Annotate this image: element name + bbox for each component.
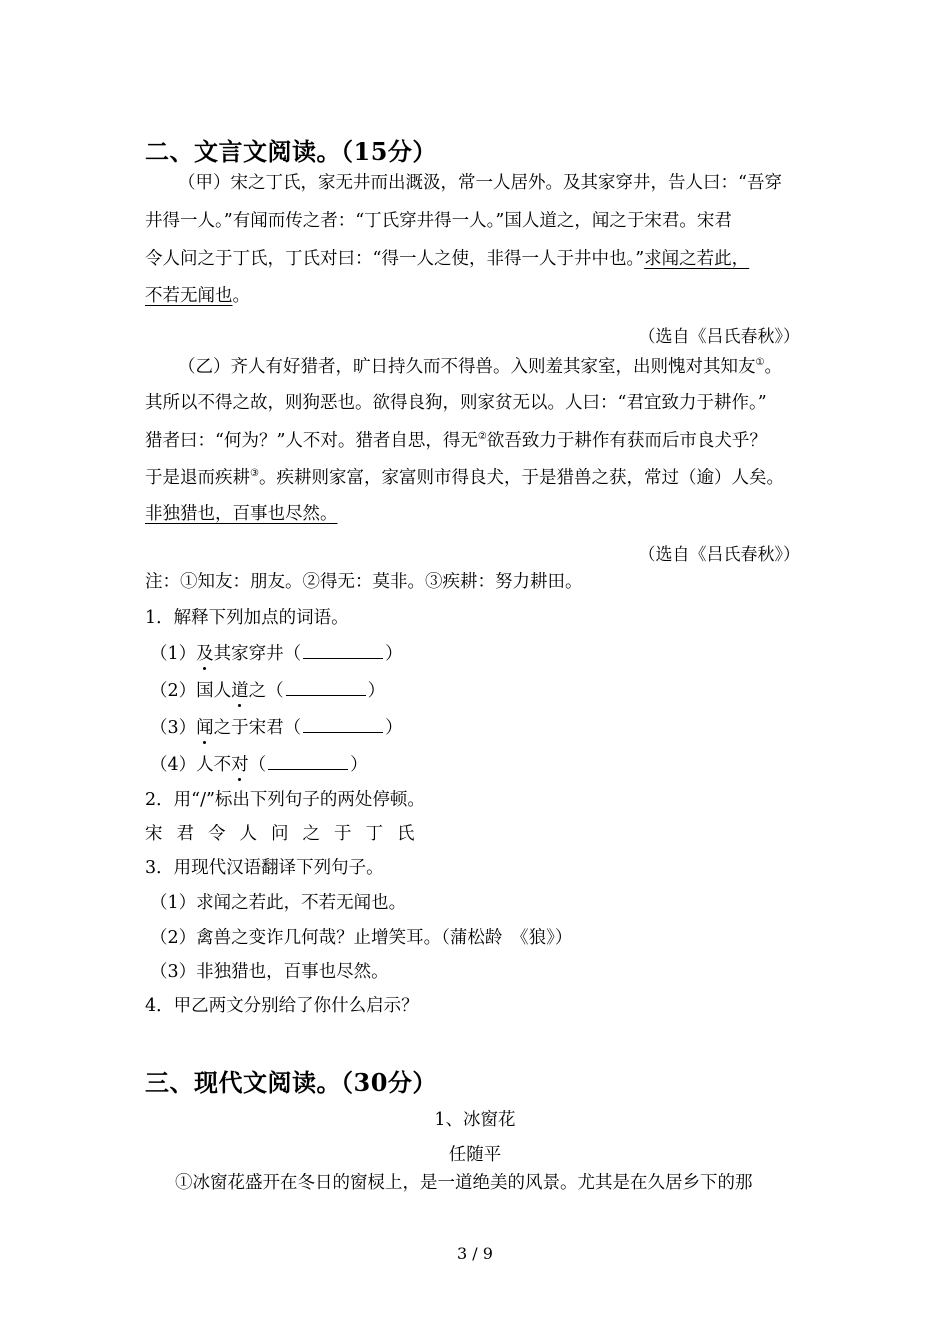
sentence-char: 宋: [145, 824, 163, 844]
question-1-title: 1．解释下列加点的词语。: [145, 608, 349, 628]
jia-line-3-text: 令人问之于丁氏，丁氏对曰：“得一人之使，非得一人于井中也。”: [145, 249, 645, 269]
sentence-char: 君: [176, 824, 194, 844]
page-number: 3 / 9: [457, 1244, 493, 1263]
q1-item-4-dotted-word: 对: [231, 755, 249, 775]
question-2-title: 2．用“/”标出下列句子的两处停顿。: [145, 790, 425, 810]
sentence-char: 人: [239, 824, 257, 844]
q1-item-3-prefix: （3）: [150, 718, 197, 738]
jia-source: （选自《吕氏春秋》）: [638, 327, 800, 347]
q1-item-1-end: ）: [385, 644, 403, 664]
sentence-char: 氏: [397, 824, 415, 844]
answer-blank[interactable]: [303, 718, 383, 733]
q1-item-4-end: ）: [350, 755, 368, 775]
question-3-item-3: （3）非独猎也，百事也尽然。: [150, 962, 389, 982]
article-title: 1、冰窗花: [434, 1110, 516, 1130]
yi-line-1-end: 。: [764, 356, 782, 377]
yi-line-4-end: 。疾耕则家富，家富则市得良犬，于是猎兽之获，常过（逾）人矣。: [258, 467, 784, 488]
question-3-title: 3．用现代汉语翻译下列句子。: [145, 858, 384, 878]
yi-source: （选自《吕氏春秋》）: [638, 545, 800, 565]
answer-blank[interactable]: [303, 644, 383, 659]
q1-item-1-dotted-word: 及: [196, 644, 214, 664]
footnote-mark-2: ②: [477, 431, 487, 442]
sentence-char: 于: [334, 824, 352, 844]
yi-line-1-text: （乙）齐人有好猎者，旷日持久而不得兽。入则羞其家室，出则愧对其知友: [178, 356, 756, 377]
q1-item-1-text: 其家穿井（: [213, 644, 302, 664]
q1-item-2-text: 之（: [248, 681, 284, 701]
jia-line-4-end: 。: [232, 286, 250, 306]
question-1-item-3: [150, 718, 403, 738]
question-1-item-4: [150, 755, 368, 775]
section2-heading: 二、文言文阅读。（15分）: [145, 137, 437, 166]
footnote-mark-1: ①: [755, 357, 765, 368]
yi-line-3-text: 猎者曰：“何为？”人不对。猎者自思，得无: [145, 430, 478, 451]
question-2-sentence: [145, 826, 429, 844]
yi-line-3-end: 欲吾致力于耕作有获而后市良犬乎？: [486, 430, 767, 451]
yi-line-1: [178, 358, 782, 376]
yi-line-5: [145, 506, 338, 524]
answer-blank[interactable]: [268, 755, 348, 770]
article-paragraph-1: ①冰窗花盛开在冬日的窗棂上，是一道绝美的风景。尤其是在久居乡下的那: [175, 1173, 753, 1193]
sentence-char: 之: [302, 824, 320, 844]
q1-item-4-prefix: （4）人不: [150, 755, 232, 775]
annotation-note: 注：①知友：朋友。②得无：莫非。③疾耕：努力耕田。: [145, 572, 583, 592]
question-1-item-1: [150, 644, 403, 664]
q1-item-2-dotted-word: 道: [231, 681, 249, 701]
jia-underlined-2: 不若无闻也: [145, 286, 233, 306]
jia-line-2: 井得一人。”有闻而传之者：“丁氏穿井得一人。”国人道之，闻之于宋君。宋君: [145, 211, 732, 231]
yi-line-3: [145, 432, 767, 450]
article-author: 任随平: [448, 1145, 502, 1165]
sentence-char: 令: [208, 824, 226, 844]
jia-line-1: （甲）宋之丁氏，家无井而出溉汲，常一人居外。及其家穿井，告人曰：“吾穿: [178, 173, 782, 193]
footnote-mark-3: ③: [250, 468, 259, 479]
jia-line-3: [145, 251, 749, 269]
question-3-item-2: （2）禽兽之变诈几何哉？止增笑耳。（蒲松龄 《狼》）: [150, 928, 573, 948]
sentence-char: 问: [271, 824, 289, 844]
q1-item-3-end: ）: [385, 718, 403, 738]
q1-item-3-text: 之于宋君（: [213, 718, 302, 738]
yi-underlined: 非独猎也，百事也尽然。: [145, 504, 338, 524]
q1-item-3-dotted-word: 闻: [196, 718, 214, 738]
question-4-title: 4．甲乙两文分别给了你什么启示？: [145, 996, 419, 1016]
question-1-item-2: [150, 681, 385, 701]
sentence-char: 丁: [365, 824, 383, 844]
q1-item-2-end: ）: [367, 681, 386, 701]
jia-line-4: [145, 288, 250, 306]
q1-item-1-prefix: （1）: [150, 644, 197, 664]
jia-underlined-1: 求闻之若此，: [644, 249, 750, 269]
q1-item-4-text: （: [248, 755, 267, 775]
yi-line-2: 其所以不得之故，则狗恶也。欲得良狗，则家贫无以。人曰：“君宜致力于耕作。”: [145, 393, 767, 413]
answer-blank[interactable]: [286, 681, 366, 696]
section3-heading: 三、现代文阅读。（30分）: [145, 1068, 437, 1097]
question-3-item-1: （1）求闻之若此，不若无闻也。: [150, 893, 407, 913]
q1-item-2-prefix: （2）国人: [150, 681, 232, 701]
yi-line-4-text: 于是退而疾耕: [145, 467, 250, 488]
yi-line-4: [145, 469, 784, 487]
